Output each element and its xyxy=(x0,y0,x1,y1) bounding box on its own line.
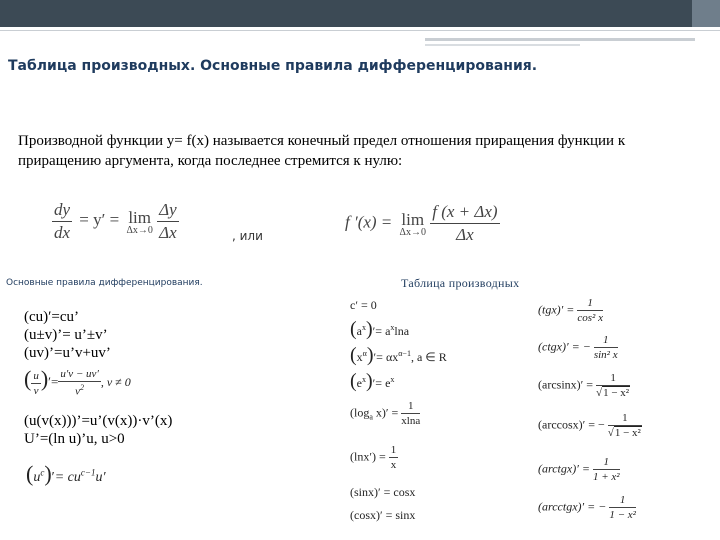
rules-heading: Основные правила дифференцирования. xyxy=(6,278,203,288)
deriv-sin: (sinx)′ = cosx xyxy=(350,485,416,499)
rule-sum: (u±v)’= u’±v’ xyxy=(24,327,108,343)
rule-chain: (u(v(x)))’=u’(v(x))·v’(x) xyxy=(24,413,173,429)
lim-label-2: lim xyxy=(401,209,425,229)
deriv-const: c′ = 0 xyxy=(350,298,377,312)
definition-text: Производной функции y= f(x) называется конечный предел отношения приращения функции к приращению аргумента, когда последнее стремится к нулю: xyxy=(18,133,626,169)
deriv-ctg: (ctgx)′ = − $\frac{1}{\text{sin² x}}$ xyxy=(538,334,618,361)
f-x-plus-dx: f (x + Δx) xyxy=(430,202,499,224)
deriv-exp-e: $(e^x)'= e^x$ xyxy=(350,370,395,392)
delta-x-2: Δx xyxy=(456,225,474,244)
top-band-accent xyxy=(692,0,720,27)
delta-y: Δy xyxy=(157,200,179,222)
decor-line-2 xyxy=(425,44,580,46)
deriv-tg: (tgx)′ = $\frac{1}{\text{cos² x}}$ xyxy=(538,297,603,324)
dx: dx xyxy=(54,223,71,242)
eq-yprime: = y′ = xyxy=(79,210,120,230)
dy-dx-fraction xyxy=(52,200,72,243)
f-prime: f ′(x) = xyxy=(345,212,393,232)
delta-fraction xyxy=(157,200,179,243)
lim-subscript: Δx→0 xyxy=(126,224,153,236)
lim-subscript-2: Δx→0 xyxy=(399,226,426,238)
rules-list xyxy=(24,308,111,362)
deriv-log: ($\log_a$ x)′ = $\frac{1}{xlna}$ xyxy=(350,400,421,427)
top-band xyxy=(0,0,720,27)
deriv-exp-a: $(a^x)'= a^x\ln a$ xyxy=(350,318,410,340)
dy: dy xyxy=(52,200,72,222)
derivative-formula-right xyxy=(345,202,500,245)
deriv-cos: (cosx)′ = sinx xyxy=(350,508,416,522)
rules-list-2 xyxy=(24,412,172,448)
deriv-arcctg: (arcctgx)′ = − $\frac{1}{\text{1 − x²}}$ xyxy=(538,494,636,521)
rule-product: (uv)’=u’v+uv’ xyxy=(24,345,111,361)
delta-x: Δx xyxy=(159,223,177,242)
deriv-arctg: (arctgx)′ = $\frac{1}{\text{1 + x²}}$ xyxy=(538,456,620,483)
derivative-formula-left xyxy=(52,200,179,243)
table-heading: Таблица производных xyxy=(401,276,520,290)
deriv-power: $(x^\alpha)'= \alpha x^{\alpha-1}$, a ∈ R xyxy=(350,344,447,366)
rule-constant: (cu)′=cu’ xyxy=(24,309,80,325)
decor-line-1 xyxy=(425,38,695,41)
rule-power: $(u^c)'= cu^{c-1}u'$ xyxy=(26,461,106,486)
or-text: , или xyxy=(232,229,263,243)
rule-quotient: ( $\frac{u}{v}$ )′= $\frac{u'v - uv'}{v^2}$ , v ≠ 0 xyxy=(24,366,131,398)
rule-log: U’=(ln u)’u, u>0 xyxy=(24,431,125,447)
deriv-arcsin: (arcsinx)′ = $\frac{1}{\text{√1 − x²}}$ xyxy=(538,372,630,399)
page-title: Таблица производных. Основные правила дифференцирования. xyxy=(8,58,538,74)
divider-line xyxy=(0,30,720,31)
deriv-ln: (lnx′) = $\frac{1}{x}$ xyxy=(350,444,397,471)
deriv-arccos: (arccosx)′ = − $\frac{1}{\text{√1 − x²}}$ xyxy=(538,412,641,439)
lim-label: lim xyxy=(128,207,151,227)
increment-fraction xyxy=(430,202,499,245)
